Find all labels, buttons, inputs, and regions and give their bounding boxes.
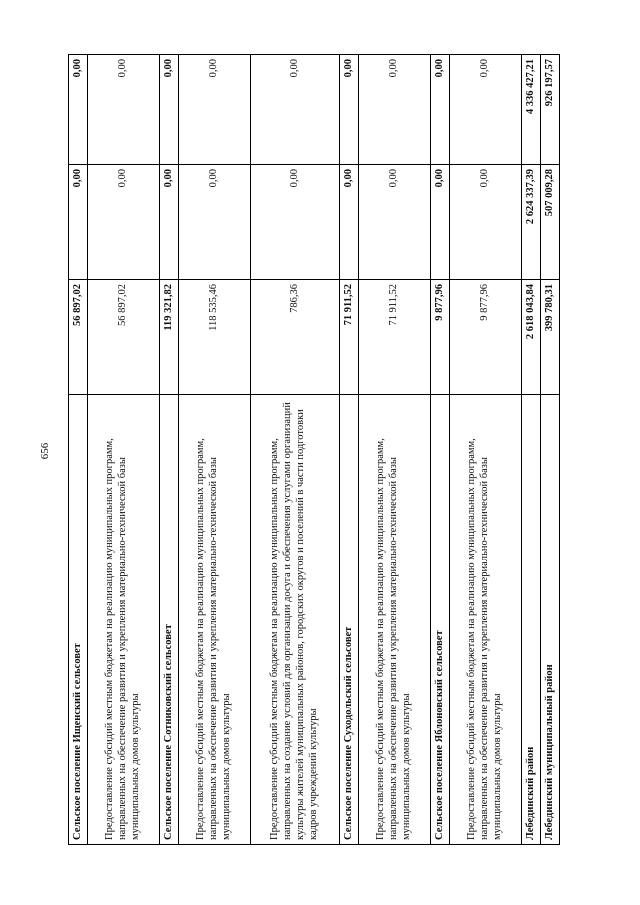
table-row bbox=[88, 55, 160, 845]
row-value-3: 0,00 bbox=[450, 55, 522, 165]
row-value-3: 926 197,57 bbox=[541, 55, 560, 165]
row-value-2: 0,00 bbox=[450, 165, 522, 280]
table-row bbox=[179, 55, 251, 845]
row-value-1: 9 877,96 bbox=[450, 280, 522, 395]
row-value-1: 786,36 bbox=[251, 280, 340, 395]
page-number: 656 bbox=[39, 442, 51, 460]
table-row bbox=[251, 55, 340, 845]
row-label: Предоставление субсидий местным бюджетам на реализацию муниципальных программ, направленных на обеспечение развития и укрепления материально-технической базы муниципальных домов культуры bbox=[450, 395, 522, 845]
row-value-2: 507 009,28 bbox=[541, 165, 560, 280]
row-value-2: 0,00 bbox=[431, 165, 450, 280]
subsidy-table bbox=[68, 54, 560, 845]
row-label: Лебединский район bbox=[522, 395, 541, 845]
row-value-3: 0,00 bbox=[431, 55, 450, 165]
rotated-table-area bbox=[68, 55, 571, 845]
row-value-3: 0,00 bbox=[251, 55, 340, 165]
row-label: Предоставление субсидий местным бюджетам на реализацию муниципальных программ, направленных на создание условий для организации досуга и обеспечения услугами организаций культуры жителей муниципальных районов, городских округов и поселений в части подготовки кадров учреждений культуры bbox=[251, 395, 340, 845]
table-row bbox=[522, 55, 541, 845]
row-value-2: 0,00 bbox=[160, 165, 179, 280]
table-row bbox=[160, 55, 179, 845]
row-value-3: 0,00 bbox=[88, 55, 160, 165]
row-label: Лебединский муниципальный район bbox=[541, 395, 560, 845]
row-label: Сельское поселение Суходольский сельсовет bbox=[340, 395, 359, 845]
table-row bbox=[450, 55, 522, 845]
row-value-3: 0,00 bbox=[359, 55, 431, 165]
row-value-1: 71 911,52 bbox=[359, 280, 431, 395]
row-value-3: 0,00 bbox=[179, 55, 251, 165]
row-value-3: 0,00 bbox=[160, 55, 179, 165]
row-label: Сельское поселение Сотниковский сельсовет bbox=[160, 395, 179, 845]
table-row bbox=[69, 55, 88, 845]
row-label: Предоставление субсидий местным бюджетам на реализацию муниципальных программ, направленных на обеспечение развития и укрепления материально-технической базы муниципальных домов культуры bbox=[359, 395, 431, 845]
table-body bbox=[69, 55, 560, 845]
row-value-3: 4 336 427,21 bbox=[522, 55, 541, 165]
table-row bbox=[359, 55, 431, 845]
row-value-2: 2 624 337,39 bbox=[522, 165, 541, 280]
row-value-1: 56 897,02 bbox=[88, 280, 160, 395]
table-row bbox=[541, 55, 560, 845]
row-value-1: 9 877,96 bbox=[431, 280, 450, 395]
row-value-1: 2 618 043,84 bbox=[522, 280, 541, 395]
row-value-2: 0,00 bbox=[88, 165, 160, 280]
row-value-3: 0,00 bbox=[340, 55, 359, 165]
row-value-2: 0,00 bbox=[340, 165, 359, 280]
row-label: Предоставление субсидий местным бюджетам на реализацию муниципальных программ, направленных на обеспечение развития и укрепления материально-технической базы муниципальных домов культуры bbox=[179, 395, 251, 845]
row-value-1: 71 911,52 bbox=[340, 280, 359, 395]
row-value-1: 119 321,82 bbox=[160, 280, 179, 395]
row-label: Сельское поселение Ищенский сельсовет bbox=[69, 395, 88, 845]
row-value-1: 399 780,31 bbox=[541, 280, 560, 395]
row-value-1: 56 897,02 bbox=[69, 280, 88, 395]
row-value-2: 0,00 bbox=[179, 165, 251, 280]
table-row bbox=[340, 55, 359, 845]
row-label: Предоставление субсидий местным бюджетам на реализацию муниципальных программ, направленных на обеспечение развития и укрепления материально-технической базы муниципальных домов культуры bbox=[88, 395, 160, 845]
row-value-3: 0,00 bbox=[69, 55, 88, 165]
row-value-2: 0,00 bbox=[359, 165, 431, 280]
row-label: Сельское поселение Яблоновский сельсовет bbox=[431, 395, 450, 845]
table-row bbox=[431, 55, 450, 845]
row-value-1: 118 535,46 bbox=[179, 280, 251, 395]
row-value-2: 0,00 bbox=[69, 165, 88, 280]
row-value-2: 0,00 bbox=[251, 165, 340, 280]
